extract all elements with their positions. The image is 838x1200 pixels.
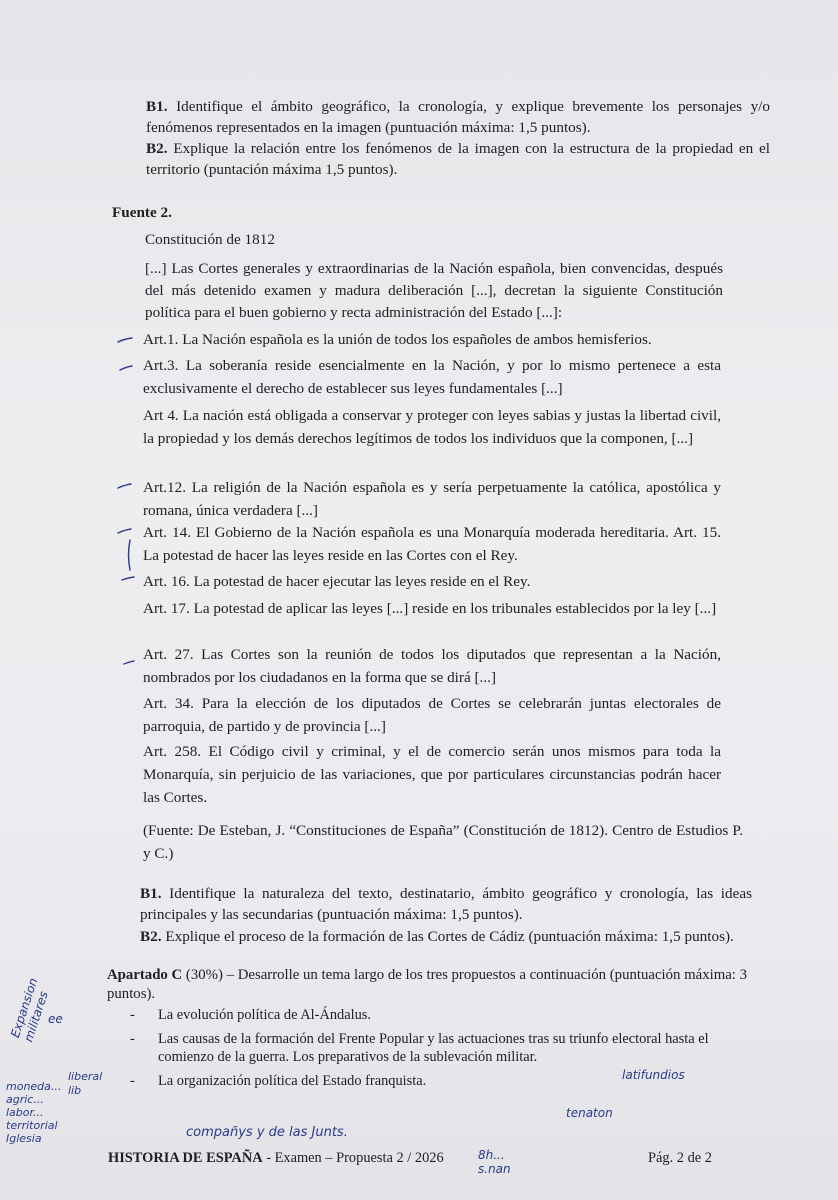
document-title: Constitución de 1812 (145, 231, 275, 248)
topic-list (130, 1006, 760, 1096)
question-label: B2. (146, 140, 168, 157)
apartado-label: Apartado C (107, 967, 183, 983)
tick-mark (120, 366, 132, 370)
article-item: Art. 17. La potestad de aplicar las leyes [...] reside en los tribunales establecidos por la ley [...] (143, 600, 717, 617)
handwritten-note: Expansion militares (8, 976, 51, 1044)
topic-text: La organización política del Estado franquista. (158, 1073, 427, 1089)
tick-mark (118, 529, 131, 533)
article-item: Art. 16. La potestad de hacer ejecutar las leyes reside en el Rey. (143, 573, 531, 590)
handwritten-note: 8h... s.nan (478, 1148, 511, 1176)
apartado-intro: (30%) – Desarrolle un tema largo de los tres propuestos a continuación (puntuación máxima: 3 puntos). (107, 967, 747, 1002)
topic-text: La evolución política de Al-Ándalus. (158, 1007, 372, 1023)
article-item: Art. 14. El Gobierno de la Nación española es una Monarquía moderada hereditaria. Art. 15. La potestad de hacer las leyes reside en las Cortes con el Rey. (143, 524, 721, 564)
tick-mark (118, 484, 131, 488)
document-intro: [...] Las Cortes generales y extraordinarias de la Nación española, bien convencidas, después del más detenido examen y madura deliberación [...], decretan la siguiente Constitución política para el buen gobierno y recta administración del Estado [...]: (145, 260, 723, 321)
question-b1-fuente2 (140, 883, 752, 925)
list-item (130, 1006, 760, 1024)
question-b2-fuente2 (140, 926, 780, 947)
list-item (130, 1030, 760, 1066)
section-heading: Fuente 2. (112, 204, 172, 221)
question-b1-fuente1 (146, 96, 770, 138)
article-item: Art.1. La Nación española es la unión de todos los españoles de ambos hemisferios. (143, 331, 652, 348)
question-text: Explique la relación entre los fenómenos de la imagen con la estructura de la propiedad en el territorio (puntación máxima 1,5 puntos). (146, 140, 771, 178)
handwritten-note: compañys y de las Junts. (186, 1125, 348, 1140)
article-item: Art. 27. Las Cortes son la reunión de todos los diputados que representan a la Nación, nombrados por los ciudadanos en la forma que se dirá [...] (143, 646, 721, 686)
article-item: Art. 258. El Código civil y criminal, y el de comercio serán unos mismos para toda la Monarquía, sin perjuicio de las variaciones, que por particulares circunstancias podrán hacer las Cortes. (143, 743, 721, 806)
article-item: Art. 34. Para la elección de los diputados de Cortes se celebrarán juntas electorales de parroquia, de partido y de provincia [...] (143, 695, 721, 735)
question-text: Identifique el ámbito geográfico, la cronología, y explique brevemente los personajes y/o fenómenos representados en la imagen (puntuación máxima: 1,5 puntos). (146, 98, 770, 136)
footer-subject: HISTORIA DE ESPAÑA (108, 1150, 263, 1166)
handwritten-note: liberal lib (68, 1070, 103, 1097)
handwritten-note: moneda... agric... labor... territorial Iglesia (6, 1080, 62, 1145)
question-b2-fuente1 (146, 138, 770, 180)
question-text: Explique el proceso de la formación de las Cortes de Cádiz (puntuación máxima: 1,5 puntos). (165, 928, 734, 945)
tick-mark (124, 661, 134, 664)
article-item: Art.3. La soberanía reside esencialmente en la Nación, y por lo mismo pertenece a esta exclusivamente el derecho de establecer sus leyes fundamentales [...] (143, 357, 721, 397)
handwritten-note: latifundios (622, 1068, 685, 1082)
document-source: (Fuente: De Esteban, J. “Constituciones de España” (Constitución de 1812). Centro de Estudios P. y C.) (143, 822, 743, 862)
dash-bullet: - (130, 1007, 135, 1023)
dash-bullet: - (130, 1073, 135, 1089)
bracket-mark (129, 540, 131, 570)
footer-exam: - Examen – Propuesta 2 / 2026 (262, 1150, 444, 1166)
handwritten-note: tenaton (566, 1106, 613, 1120)
question-label: B1. (140, 885, 162, 902)
dash-bullet: - (130, 1031, 135, 1047)
question-label: B1. (146, 98, 168, 115)
apartado-c (107, 966, 747, 1004)
article-item: Art.12. La religión de la Nación española es y sería perpetuamente la católica, apostólica y romana, única verdadera [...] (143, 479, 721, 519)
question-text: Identifique la naturaleza del texto, destinatario, ámbito geográfico y cronología, las ideas principales y las secundarias (puntuación máxima: 1,5 puntos). (140, 885, 753, 923)
tick-mark (122, 577, 134, 580)
handwritten-note: ee (48, 1012, 63, 1026)
page-footer-left (108, 1150, 444, 1167)
tick-mark (118, 338, 132, 342)
question-label: B2. (140, 928, 162, 945)
topic-text: Las causas de la formación del Frente Popular y las actuaciones tras su triunfo electoral hasta el comienzo de la guerra. Los preparativos de la sublevación militar. (158, 1031, 709, 1065)
article-item: Art 4. La nación está obligada a conservar y proteger con leyes sabias y justas la libertad civil, la propiedad y los demás derechos legítimos de todos los individuos que la componen, [...] (143, 407, 721, 447)
page-number: Pág. 2 de 2 (648, 1150, 712, 1166)
